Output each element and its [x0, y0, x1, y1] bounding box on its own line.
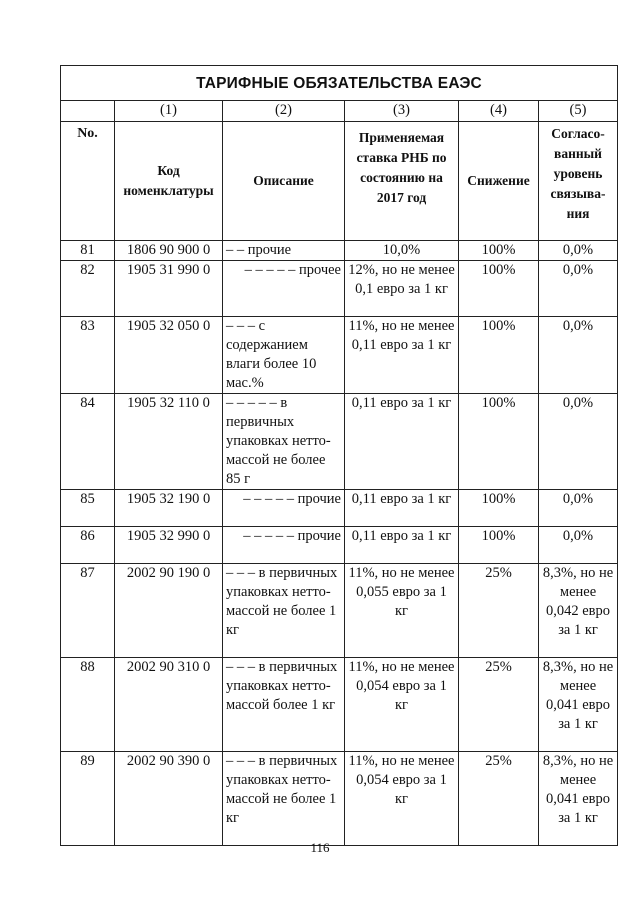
row-code: 1905 31 990 0	[115, 261, 223, 317]
header-binding: Согласо-ванный уровень связыва-ния	[539, 122, 618, 241]
table-row	[61, 317, 618, 394]
row-binding: 0,0%	[539, 490, 618, 527]
table-row	[61, 752, 618, 846]
row-reduction: 100%	[459, 317, 539, 394]
header-rate: Применяемая ставка РНБ по состоянию на 2017 год	[345, 122, 459, 241]
row-code: 1905 32 990 0	[115, 527, 223, 564]
header-description: Описание	[223, 122, 345, 241]
row-rate: 11%, но не менее 0,11 евро за 1 кг	[345, 317, 459, 394]
row-reduction: 100%	[459, 394, 539, 490]
row-rate: 11%, но не менее 0,054 евро за 1 кг	[345, 658, 459, 752]
row-binding: 0,0%	[539, 261, 618, 317]
col-number-0	[61, 101, 115, 122]
header-no: No.	[61, 122, 115, 241]
row-number: 83	[61, 317, 115, 394]
row-description: – – – – – в первичных упаковках нетто-массой не более 85 г	[223, 394, 345, 490]
header-row	[61, 122, 618, 241]
row-reduction: 25%	[459, 658, 539, 752]
row-rate: 0,11 евро за 1 кг	[345, 527, 459, 564]
header-code: Код номенклатуры	[115, 122, 223, 241]
tariff-table	[60, 65, 618, 846]
row-description: – – – в первичных упаковках нетто-массой не более 1 кг	[223, 752, 345, 846]
row-rate: 0,11 евро за 1 кг	[345, 490, 459, 527]
row-binding: 8,3%, но не менее 0,041 евро за 1 кг	[539, 658, 618, 752]
row-rate: 0,11 евро за 1 кг	[345, 394, 459, 490]
col-number-4: (4)	[459, 101, 539, 122]
row-binding: 0,0%	[539, 394, 618, 490]
row-code: 2002 90 390 0	[115, 752, 223, 846]
row-number: 85	[61, 490, 115, 527]
header-reduction: Снижение	[459, 122, 539, 241]
row-binding: 0,0%	[539, 241, 618, 261]
row-description: – – – – – прочие	[223, 490, 345, 527]
row-reduction: 100%	[459, 261, 539, 317]
table-body	[61, 241, 618, 846]
table-row	[61, 241, 618, 261]
row-description: – – – – – прочее	[223, 261, 345, 317]
table-row	[61, 527, 618, 564]
row-binding: 8,3%, но не менее 0,042 евро за 1 кг	[539, 564, 618, 658]
row-reduction: 100%	[459, 490, 539, 527]
row-code: 2002 90 310 0	[115, 658, 223, 752]
col-number-5: (5)	[539, 101, 618, 122]
row-code: 1905 32 110 0	[115, 394, 223, 490]
row-rate: 11%, но не менее 0,055 евро за 1 кг	[345, 564, 459, 658]
row-number: 86	[61, 527, 115, 564]
row-code: 1806 90 900 0	[115, 241, 223, 261]
col-number-2: (2)	[223, 101, 345, 122]
table-row	[61, 564, 618, 658]
table-row	[61, 261, 618, 317]
row-reduction: 100%	[459, 241, 539, 261]
table-row	[61, 490, 618, 527]
row-number: 82	[61, 261, 115, 317]
row-reduction: 25%	[459, 752, 539, 846]
row-code: 1905 32 190 0	[115, 490, 223, 527]
row-code: 1905 32 050 0	[115, 317, 223, 394]
row-number: 81	[61, 241, 115, 261]
row-number: 87	[61, 564, 115, 658]
row-binding: 8,3%, но не менее 0,041 евро за 1 кг	[539, 752, 618, 846]
row-binding: 0,0%	[539, 527, 618, 564]
page-number: 116	[310, 840, 330, 855]
row-reduction: 25%	[459, 564, 539, 658]
row-reduction: 100%	[459, 527, 539, 564]
col-number-1: (1)	[115, 101, 223, 122]
row-code: 2002 90 190 0	[115, 564, 223, 658]
table-row	[61, 658, 618, 752]
table-title: ТАРИФНЫЕ ОБЯЗАТЕЛЬСТВА ЕАЭС	[61, 66, 618, 101]
row-binding: 0,0%	[539, 317, 618, 394]
row-rate: 12%, но не менее 0,1 евро за 1 кг	[345, 261, 459, 317]
column-number-row	[61, 101, 618, 122]
row-description: – – – в первичных упаковках нетто-массой более 1 кг	[223, 658, 345, 752]
row-rate: 10,0%	[345, 241, 459, 261]
row-number: 84	[61, 394, 115, 490]
row-description: – – прочие	[223, 241, 345, 261]
table-row	[61, 394, 618, 490]
row-description: – – – с содержанием влаги более 10 мас.%	[223, 317, 345, 394]
row-description: – – – – – прочие	[223, 527, 345, 564]
row-number: 88	[61, 658, 115, 752]
row-description: – – – в первичных упаковках нетто-массой не более 1 кг	[223, 564, 345, 658]
col-number-3: (3)	[345, 101, 459, 122]
row-rate: 11%, но не менее 0,054 евро за 1 кг	[345, 752, 459, 846]
row-number: 89	[61, 752, 115, 846]
